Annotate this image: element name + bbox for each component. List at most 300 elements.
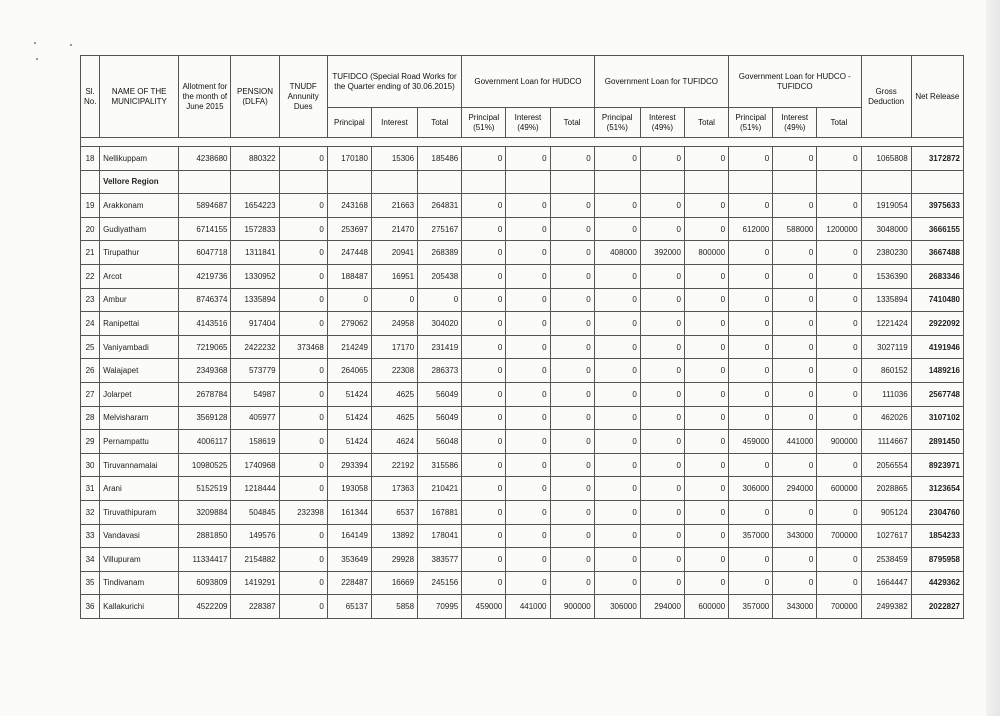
cell-fp: 0 [594, 406, 640, 430]
cell-ti: 4625 [371, 382, 417, 406]
region-empty-cell [861, 170, 911, 194]
region-empty-cell [371, 170, 417, 194]
cell-ft: 0 [684, 430, 728, 454]
cell-fi: 0 [640, 406, 684, 430]
region-empty-cell [729, 170, 773, 194]
cell-pension: 405977 [231, 406, 279, 430]
cell-municipality-name: Arakkonam [100, 194, 179, 218]
cell-xp: 0 [729, 194, 773, 218]
cell-hp: 0 [462, 382, 506, 406]
cell-fi: 0 [640, 194, 684, 218]
cell-pension: 1311841 [231, 241, 279, 265]
cell-xt: 0 [817, 335, 861, 359]
cell-ti: 0 [371, 288, 417, 312]
cell-ht: 0 [550, 194, 594, 218]
cell-municipality-name: Vandavasi [100, 524, 179, 548]
region-empty-cell [684, 170, 728, 194]
cell-ht: 0 [550, 571, 594, 595]
cell-tt: 304020 [418, 312, 462, 336]
subheader-total: Total [550, 108, 594, 138]
cell-xp: 612000 [729, 217, 773, 241]
cell-tt: 185486 [418, 147, 462, 171]
cell-fi: 0 [640, 524, 684, 548]
header-gl-tufidco: Government Loan for TUFIDCO [594, 56, 728, 108]
cell-fp: 0 [594, 524, 640, 548]
cell-tt: 245156 [418, 571, 462, 595]
cell-tp: 247448 [327, 241, 371, 265]
cell-gross: 462026 [861, 406, 911, 430]
cell-sl-no: 29 [81, 430, 100, 454]
cell-hi: 0 [506, 453, 550, 477]
cell-tt: 56049 [418, 406, 462, 430]
cell-fi: 0 [640, 430, 684, 454]
cell-hi: 0 [506, 524, 550, 548]
cell-xp: 0 [729, 288, 773, 312]
cell-xi: 0 [773, 453, 817, 477]
cell-gross: 1536390 [861, 264, 911, 288]
cell-municipality-name: Arcot [100, 264, 179, 288]
cell-pension: 149576 [231, 524, 279, 548]
cell-xi: 0 [773, 288, 817, 312]
cell-municipality-name: Villupuram [100, 548, 179, 572]
cell-ft: 0 [684, 147, 728, 171]
cell-hi: 0 [506, 548, 550, 572]
cell-gross: 1919054 [861, 194, 911, 218]
cell-pension: 1218444 [231, 477, 279, 501]
cell-gross: 3027119 [861, 335, 911, 359]
subheader-principal: Principal [327, 108, 371, 138]
cell-ht: 0 [550, 430, 594, 454]
cell-gross: 2056554 [861, 453, 911, 477]
cell-fp: 0 [594, 312, 640, 336]
cell-net: 2683346 [911, 264, 963, 288]
cell-ft: 0 [684, 382, 728, 406]
cell-ft: 0 [684, 571, 728, 595]
cell-ft: 0 [684, 359, 728, 383]
cell-municipality-name: Vaniyambadi [100, 335, 179, 359]
cell-gross: 111036 [861, 382, 911, 406]
cell-xt: 0 [817, 312, 861, 336]
cell-hi: 0 [506, 571, 550, 595]
cell-pension: 228387 [231, 595, 279, 619]
cell-xt: 1200000 [817, 217, 861, 241]
cell-hp: 0 [462, 335, 506, 359]
region-empty-cell [911, 170, 963, 194]
region-empty-cell [81, 170, 100, 194]
cell-tnudf: 0 [279, 312, 327, 336]
cell-ht: 0 [550, 524, 594, 548]
cell-tp: 264065 [327, 359, 371, 383]
cell-hp: 0 [462, 264, 506, 288]
cell-pension: 1330952 [231, 264, 279, 288]
cell-gross: 1664447 [861, 571, 911, 595]
cell-allot: 11334417 [179, 548, 231, 572]
subheader-total: Total [817, 108, 861, 138]
cell-xi: 0 [773, 194, 817, 218]
cell-net: 3107102 [911, 406, 963, 430]
cell-gross: 2538459 [861, 548, 911, 572]
cell-pension: 2154882 [231, 548, 279, 572]
cell-xt: 0 [817, 194, 861, 218]
cell-hi: 0 [506, 312, 550, 336]
table-row [81, 477, 964, 501]
cell-pension: 917404 [231, 312, 279, 336]
cell-ht: 0 [550, 217, 594, 241]
cell-hp: 0 [462, 524, 506, 548]
cell-tnudf: 0 [279, 548, 327, 572]
cell-hi: 0 [506, 241, 550, 265]
cell-xi: 0 [773, 241, 817, 265]
cell-allot: 2881850 [179, 524, 231, 548]
cell-tnudf: 0 [279, 571, 327, 595]
cell-fp: 0 [594, 335, 640, 359]
cell-municipality-name: Ambur [100, 288, 179, 312]
cell-fp: 0 [594, 477, 640, 501]
cell-tp: 65137 [327, 595, 371, 619]
cell-tt: 268389 [418, 241, 462, 265]
cell-ht: 0 [550, 288, 594, 312]
cell-gross: 3048000 [861, 217, 911, 241]
cell-xi: 0 [773, 406, 817, 430]
scan-speck [34, 42, 36, 44]
cell-sl-no: 28 [81, 406, 100, 430]
cell-allot: 5152519 [179, 477, 231, 501]
region-empty-cell [327, 170, 371, 194]
cell-pension: 1654223 [231, 194, 279, 218]
cell-hi: 0 [506, 382, 550, 406]
cell-tnudf: 0 [279, 194, 327, 218]
cell-allot: 4219736 [179, 264, 231, 288]
cell-hp: 0 [462, 241, 506, 265]
cell-tp: 253697 [327, 217, 371, 241]
cell-sl-no: 26 [81, 359, 100, 383]
cell-tt: 210421 [418, 477, 462, 501]
table-row [81, 241, 964, 265]
cell-gross: 1114667 [861, 430, 911, 454]
cell-tnudf: 0 [279, 382, 327, 406]
cell-sl-no: 22 [81, 264, 100, 288]
cell-ti: 20941 [371, 241, 417, 265]
cell-sl-no: 23 [81, 288, 100, 312]
cell-ti: 16951 [371, 264, 417, 288]
cell-ft: 0 [684, 406, 728, 430]
cell-xp: 0 [729, 453, 773, 477]
cell-hi: 0 [506, 500, 550, 524]
cell-fi: 0 [640, 453, 684, 477]
cell-hp: 0 [462, 500, 506, 524]
cell-tt: 383577 [418, 548, 462, 572]
subheader-interest: Interest [371, 108, 417, 138]
region-label: Vellore Region [100, 170, 179, 194]
cell-hp: 0 [462, 147, 506, 171]
cell-tp: 51424 [327, 430, 371, 454]
subheader-interest-49: Interest (49%) [640, 108, 684, 138]
cell-pension: 1419291 [231, 571, 279, 595]
cell-tnudf: 0 [279, 453, 327, 477]
cell-gross: 2028865 [861, 477, 911, 501]
region-empty-cell [231, 170, 279, 194]
cell-municipality-name: Pernampattu [100, 430, 179, 454]
cell-sl-no: 25 [81, 335, 100, 359]
cell-xp: 0 [729, 312, 773, 336]
cell-fi: 0 [640, 264, 684, 288]
cell-hp: 0 [462, 312, 506, 336]
cell-xt: 0 [817, 406, 861, 430]
cell-hp: 0 [462, 430, 506, 454]
cell-fi: 0 [640, 335, 684, 359]
cell-fp: 0 [594, 453, 640, 477]
region-empty-cell [550, 170, 594, 194]
table-row [81, 359, 964, 383]
cell-tt: 264831 [418, 194, 462, 218]
cell-municipality-name: Tirupathur [100, 241, 179, 265]
cell-tt: 286373 [418, 359, 462, 383]
cell-gross: 1065808 [861, 147, 911, 171]
cell-hp: 0 [462, 453, 506, 477]
cell-fp: 0 [594, 382, 640, 406]
cell-pension: 158619 [231, 430, 279, 454]
cell-ht: 0 [550, 500, 594, 524]
cell-net: 4429362 [911, 571, 963, 595]
cell-municipality-name: Tindivanam [100, 571, 179, 595]
cell-hi: 441000 [506, 595, 550, 619]
cell-net: 4191946 [911, 335, 963, 359]
table-row [81, 548, 964, 572]
cell-ti: 4625 [371, 406, 417, 430]
cell-ft: 0 [684, 524, 728, 548]
cell-xp: 0 [729, 382, 773, 406]
table-row [81, 147, 964, 171]
cell-allot: 4522209 [179, 595, 231, 619]
cell-municipality-name: Walajapet [100, 359, 179, 383]
scan-speck [70, 44, 72, 46]
cell-xp: 357000 [729, 595, 773, 619]
cell-hp: 0 [462, 217, 506, 241]
table-row [81, 430, 964, 454]
cell-tnudf: 0 [279, 430, 327, 454]
cell-sl-no: 32 [81, 500, 100, 524]
cell-allot: 6093809 [179, 571, 231, 595]
cell-tt: 56049 [418, 382, 462, 406]
cell-fi: 0 [640, 147, 684, 171]
cell-allot: 2678784 [179, 382, 231, 406]
table-body [81, 138, 964, 619]
cell-xt: 0 [817, 264, 861, 288]
cell-tp: 293394 [327, 453, 371, 477]
cell-municipality-name: Tiruvathipuram [100, 500, 179, 524]
cell-ti: 6537 [371, 500, 417, 524]
cell-ft: 0 [684, 500, 728, 524]
cell-tp: 228487 [327, 571, 371, 595]
header-tnudf: TNUDF Annunity Dues [279, 56, 327, 138]
cell-tp: 188487 [327, 264, 371, 288]
cell-fp: 0 [594, 500, 640, 524]
cell-tp: 51424 [327, 406, 371, 430]
cell-ht: 0 [550, 147, 594, 171]
cell-net: 2567748 [911, 382, 963, 406]
subheader-interest-49: Interest (49%) [506, 108, 550, 138]
region-empty-cell [594, 170, 640, 194]
cell-xi: 0 [773, 264, 817, 288]
cell-sl-no: 21 [81, 241, 100, 265]
cell-ft: 0 [684, 264, 728, 288]
cell-net: 7410480 [911, 288, 963, 312]
cell-hi: 0 [506, 217, 550, 241]
cell-ht: 0 [550, 312, 594, 336]
cell-fi: 392000 [640, 241, 684, 265]
cell-ft: 0 [684, 335, 728, 359]
cell-allot: 8746374 [179, 288, 231, 312]
table-row [81, 595, 964, 619]
subheader-total: Total [684, 108, 728, 138]
cell-fi: 0 [640, 500, 684, 524]
cell-xi: 0 [773, 312, 817, 336]
cell-xp: 0 [729, 241, 773, 265]
cell-fp: 0 [594, 548, 640, 572]
cell-sl-no: 35 [81, 571, 100, 595]
cell-tnudf: 0 [279, 288, 327, 312]
cell-fp: 0 [594, 571, 640, 595]
cell-sl-no: 19 [81, 194, 100, 218]
cell-hp: 0 [462, 194, 506, 218]
table-row [81, 288, 964, 312]
cell-sl-no: 34 [81, 548, 100, 572]
region-empty-cell [773, 170, 817, 194]
cell-hp: 0 [462, 288, 506, 312]
cell-municipality-name: Nellikuppam [100, 147, 179, 171]
cell-xi: 294000 [773, 477, 817, 501]
cell-hi: 0 [506, 147, 550, 171]
cell-allot: 4143516 [179, 312, 231, 336]
cell-ht: 0 [550, 335, 594, 359]
header-allotment: Allotment for the month of June 2015 [179, 56, 231, 138]
cell-net: 3172872 [911, 147, 963, 171]
cell-xp: 0 [729, 359, 773, 383]
cell-tp: 51424 [327, 382, 371, 406]
cell-ti: 22192 [371, 453, 417, 477]
cell-xt: 0 [817, 147, 861, 171]
region-empty-cell [179, 170, 231, 194]
header-gl-hudco: Government Loan for HUDCO [462, 56, 594, 108]
cell-hp: 0 [462, 406, 506, 430]
cell-hi: 0 [506, 288, 550, 312]
cell-ft: 0 [684, 548, 728, 572]
cell-fp: 0 [594, 194, 640, 218]
cell-tt: 167881 [418, 500, 462, 524]
cell-ht: 0 [550, 453, 594, 477]
cell-ft: 0 [684, 453, 728, 477]
cell-ti: 15306 [371, 147, 417, 171]
cell-ft: 0 [684, 217, 728, 241]
subheader-total: Total [418, 108, 462, 138]
cell-xt: 0 [817, 500, 861, 524]
cell-fi: 0 [640, 571, 684, 595]
cell-xp: 0 [729, 500, 773, 524]
table-row [81, 264, 964, 288]
cell-sl-no: 24 [81, 312, 100, 336]
cell-ti: 17170 [371, 335, 417, 359]
cell-xp: 306000 [729, 477, 773, 501]
cell-allot: 4238680 [179, 147, 231, 171]
cell-net: 2022827 [911, 595, 963, 619]
cell-fp: 0 [594, 288, 640, 312]
cell-tnudf: 0 [279, 524, 327, 548]
cell-gross: 1027617 [861, 524, 911, 548]
cell-hp: 0 [462, 477, 506, 501]
cell-xi: 588000 [773, 217, 817, 241]
cell-hi: 0 [506, 406, 550, 430]
cell-sl-no: 31 [81, 477, 100, 501]
cell-gross: 905124 [861, 500, 911, 524]
cell-net: 3123654 [911, 477, 963, 501]
cell-sl-no: 27 [81, 382, 100, 406]
municipality-allotment-table [80, 55, 964, 619]
cell-ht: 0 [550, 264, 594, 288]
cell-sl-no: 20 [81, 217, 100, 241]
cell-tt: 178041 [418, 524, 462, 548]
table-row [81, 312, 964, 336]
cell-hi: 0 [506, 335, 550, 359]
cell-municipality-name: Jolarpet [100, 382, 179, 406]
cell-ti: 22308 [371, 359, 417, 383]
cell-xi: 343000 [773, 524, 817, 548]
cell-tnudf: 0 [279, 477, 327, 501]
cell-hi: 0 [506, 477, 550, 501]
cell-tnudf: 0 [279, 595, 327, 619]
cell-ti: 16669 [371, 571, 417, 595]
cell-net: 8923971 [911, 453, 963, 477]
cell-ti: 13892 [371, 524, 417, 548]
cell-xp: 0 [729, 264, 773, 288]
region-empty-cell [418, 170, 462, 194]
cell-fp: 0 [594, 359, 640, 383]
cell-allot: 6714155 [179, 217, 231, 241]
cell-xp: 0 [729, 548, 773, 572]
header-municipality: NAME OF THE MUNICIPALITY [100, 56, 179, 138]
cell-net: 2304760 [911, 500, 963, 524]
cell-ft: 600000 [684, 595, 728, 619]
cell-tnudf: 232398 [279, 500, 327, 524]
cell-net: 1854233 [911, 524, 963, 548]
cell-pension: 2422232 [231, 335, 279, 359]
cell-pension: 1740968 [231, 453, 279, 477]
cell-fi: 0 [640, 288, 684, 312]
header-gross-deduction: Gross Deduction [861, 56, 911, 138]
cell-hi: 0 [506, 264, 550, 288]
cell-tnudf: 0 [279, 359, 327, 383]
table-row [81, 335, 964, 359]
cell-tp: 243168 [327, 194, 371, 218]
cell-xt: 0 [817, 548, 861, 572]
table-row [81, 194, 964, 218]
subheader-principal-51: Principal (51%) [729, 108, 773, 138]
cell-xi: 0 [773, 359, 817, 383]
cell-xi: 0 [773, 147, 817, 171]
cell-net: 3667488 [911, 241, 963, 265]
cell-xp: 0 [729, 147, 773, 171]
cell-allot: 10980525 [179, 453, 231, 477]
cell-ti: 21470 [371, 217, 417, 241]
cell-ft: 0 [684, 477, 728, 501]
cell-ti: 21663 [371, 194, 417, 218]
header-tufidco: TUFIDCO (Special Road Works for the Quarter ending of 30.06.2015) [327, 56, 461, 108]
header-gl-hudco-tufidco: Government Loan for HUDCO - TUFIDCO [729, 56, 861, 108]
cell-xt: 0 [817, 382, 861, 406]
cell-gross: 2380230 [861, 241, 911, 265]
cell-allot: 3569128 [179, 406, 231, 430]
cell-tt: 205438 [418, 264, 462, 288]
cell-tnudf: 0 [279, 241, 327, 265]
